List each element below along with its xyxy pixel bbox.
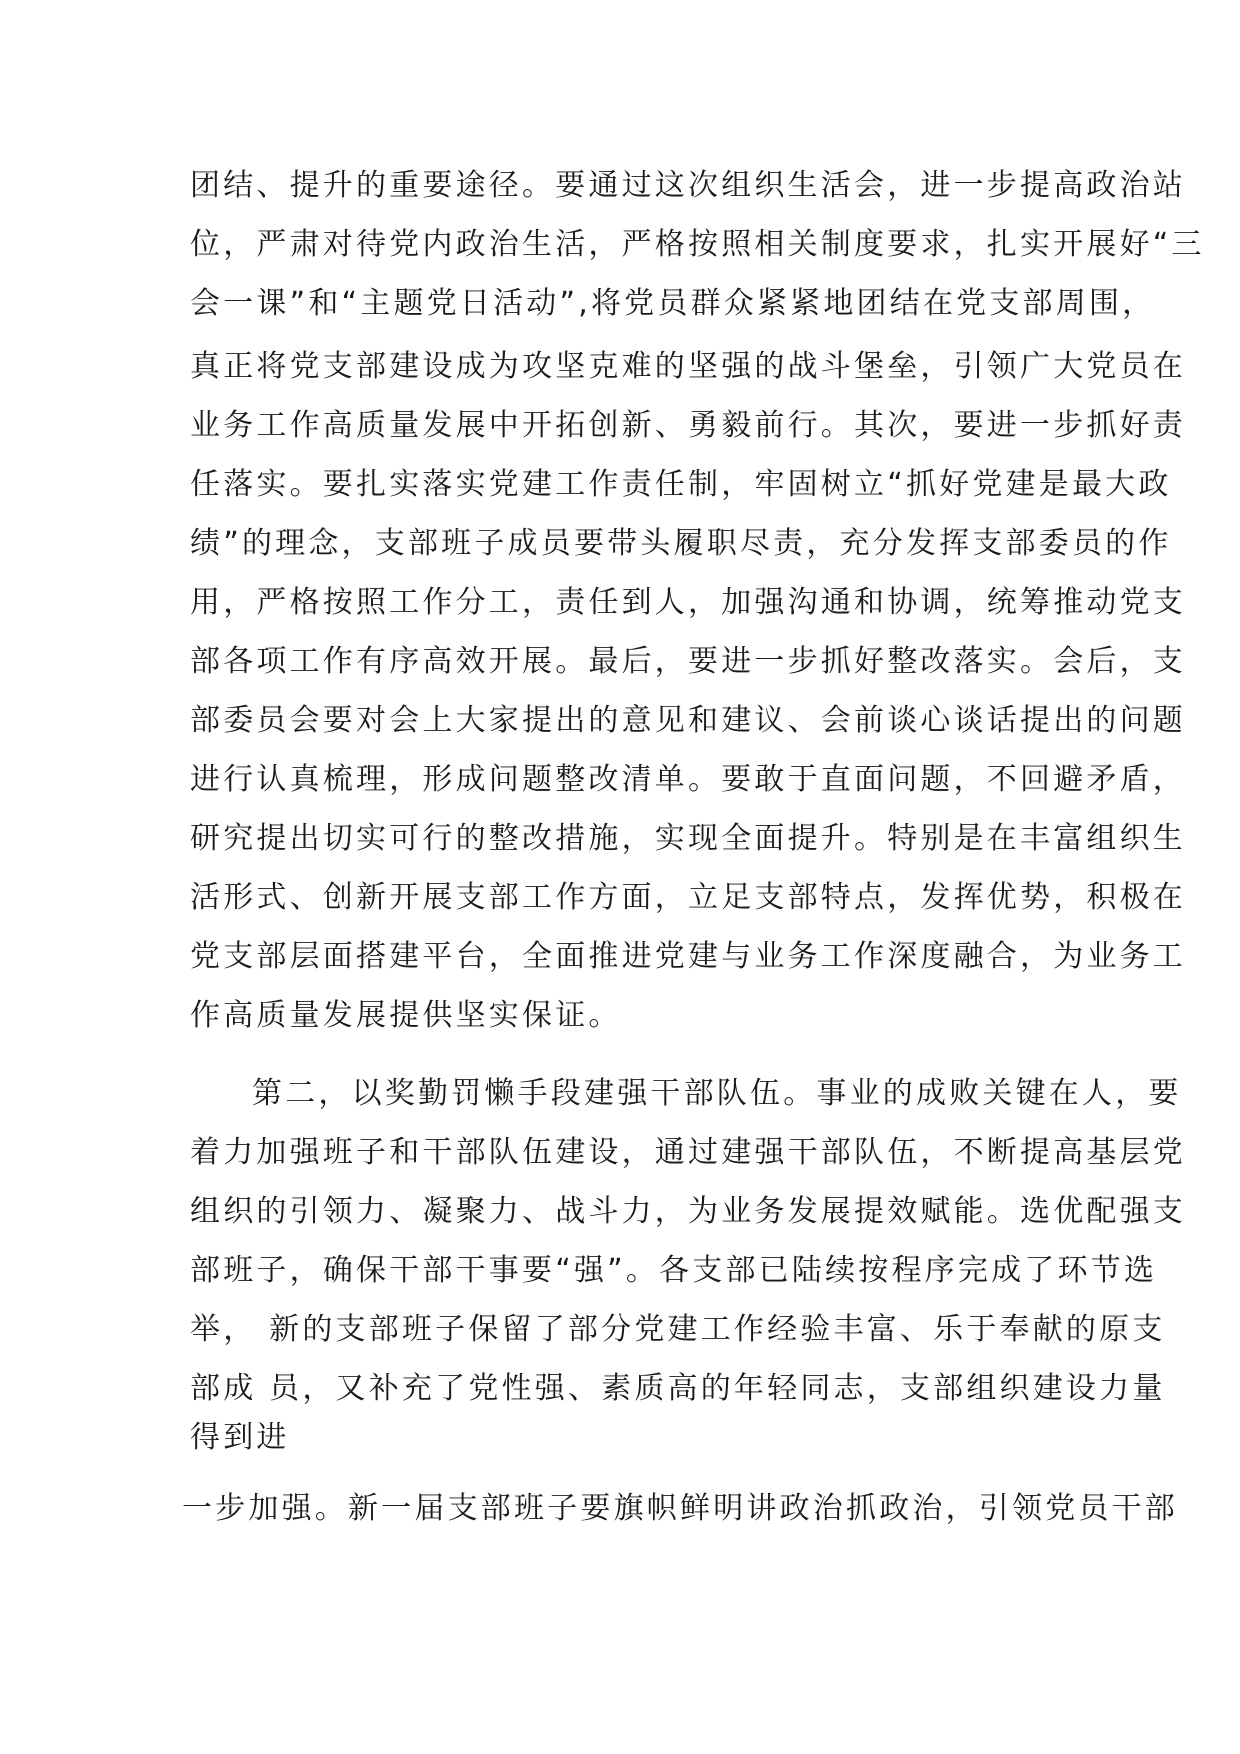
text-line: 绩”的理念，支部班子成员要带头履职尽责，充分发挥支部委员的作 bbox=[190, 526, 1172, 561]
text-line: 一步加强。新一届支部班子要旗帜鲜明讲政治抓政治，引领党员干部 bbox=[182, 1491, 1178, 1526]
text-line: 部成 员，又补充了党性强、素质高的年轻同志，支部组织建设力量 bbox=[190, 1371, 1166, 1406]
text-line: 进行认真梳理，形成问题整改清单。要敢于直面问题，不回避矛盾， bbox=[190, 762, 1186, 797]
text-line: 真正将党支部建设成为攻坚克难的坚强的战斗堡垒，引领广大党员在 bbox=[190, 349, 1186, 384]
text-line: 作高质量发展提供坚实保证。 bbox=[190, 998, 622, 1033]
paragraph-first-line: 第二，以奖勤罚懒手段建强干部队伍。事业的成败关键在人，要 bbox=[252, 1076, 1182, 1111]
text-line: 位，严肃对待党内政治生活，严格按照相关制度要求，扎实开展好“三 bbox=[190, 227, 1205, 262]
text-line: 研究提出切实可行的整改措施，实现全面提升。特别是在丰富组织生 bbox=[190, 821, 1186, 856]
text-line: 会一课”和“主题党日活动”,将党员群众紧紧地团结在党支部周围， bbox=[190, 286, 1156, 321]
text-line: 得到进 bbox=[190, 1420, 290, 1455]
text-line: 部各项工作有序高效开展。最后，要进一步抓好整改落实。会后，支 bbox=[190, 644, 1186, 679]
text-line: 任落实。要扎实落实党建工作责任制，牢固树立“抓好党建是最大政 bbox=[190, 467, 1172, 502]
text-line: 着力加强班子和干部队伍建设，通过建强干部队伍，不断提高基层党 bbox=[190, 1135, 1186, 1170]
text-line: 党支部层面搭建平台，全面推进党建与业务工作深度融合，为业务工 bbox=[190, 939, 1186, 974]
text-line: 团结、提升的重要途径。要通过这次组织生活会，进一步提高政治站 bbox=[190, 168, 1186, 203]
text-line: 用，严格按照工作分工，责任到人，加强沟通和协调，统筹推动党支 bbox=[190, 585, 1186, 620]
text-line: 活形式、创新开展支部工作方面，立足支部特点，发挥优势，积极在 bbox=[190, 880, 1186, 915]
text-line: 业务工作高质量发展中开拓创新、勇毅前行。其次，要进一步抓好责 bbox=[190, 408, 1186, 443]
text-line: 组织的引领力、凝聚力、战斗力，为业务发展提效赋能。选优配强支 bbox=[190, 1194, 1186, 1229]
text-line: 举， 新的支部班子保留了部分党建工作经验丰富、乐于奉献的原支 bbox=[190, 1312, 1166, 1347]
text-line: 部班子，确保干部干事要“强”。各支部已陆续按程序完成了环节选 bbox=[190, 1253, 1158, 1288]
text-line: 部委员会要对会上大家提出的意见和建议、会前谈心谈话提出的问题 bbox=[190, 703, 1186, 738]
